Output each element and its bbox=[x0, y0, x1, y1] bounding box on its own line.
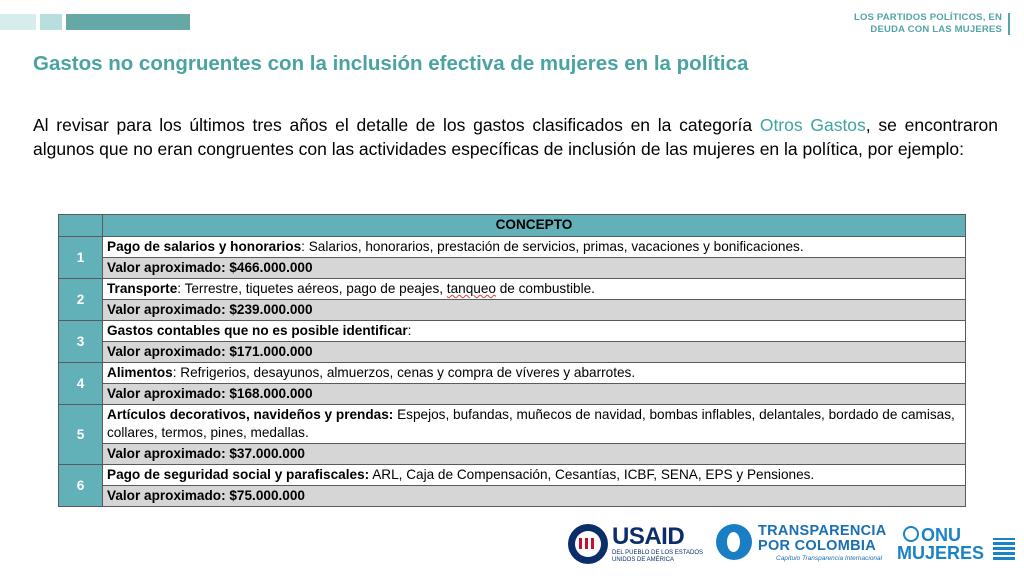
concept-detail: : Refrigerios, desayunos, almuerzos, cenas y compra de víveres y abarrotes. bbox=[172, 365, 636, 380]
concept-cell bbox=[103, 363, 966, 384]
usaid-wordmark: USAID bbox=[612, 523, 685, 550]
concept-title: Pago de seguridad social y parafiscales: bbox=[107, 467, 370, 482]
intro-highlight: Otros Gastos bbox=[759, 115, 866, 135]
value-row bbox=[59, 258, 966, 279]
table-row bbox=[59, 465, 966, 486]
row-number: 3 bbox=[59, 321, 103, 363]
concept-title: Pago de salarios y honorarios bbox=[107, 239, 302, 254]
footer-logos bbox=[0, 522, 1024, 576]
tagline-line-2: DEUDA CON LAS MUJERES bbox=[870, 24, 1002, 35]
header-blank-cell bbox=[59, 215, 103, 237]
value-row bbox=[59, 342, 966, 363]
decorative-top-bar bbox=[0, 14, 190, 30]
transparencia-line-1: TRANSPARENCIA bbox=[758, 523, 887, 539]
table-row bbox=[59, 363, 966, 384]
row-number: 4 bbox=[59, 363, 103, 405]
concept-cell bbox=[103, 321, 966, 342]
value-row bbox=[59, 300, 966, 321]
value-cell: Valor aproximado: $37.000.000 bbox=[103, 444, 966, 465]
value-row bbox=[59, 444, 966, 465]
expenses-table bbox=[58, 214, 966, 507]
concept-cell bbox=[103, 405, 966, 444]
row-number: 1 bbox=[59, 237, 103, 279]
value-cell: Valor aproximado: $171.000.000 bbox=[103, 342, 966, 363]
transparencia-figure-icon bbox=[716, 524, 752, 560]
un-globe-icon bbox=[903, 526, 919, 542]
top-bar-segment bbox=[40, 14, 62, 30]
concept-title: Transporte bbox=[107, 281, 178, 296]
concept-title: Artículos decorativos, navideños y prendas: bbox=[107, 407, 394, 422]
concept-detail: Espejos, bufandas, muñecos de navidad, bombas inflables, delantales, bordado de camisas, collares, termos, pines, medallas. bbox=[107, 407, 955, 440]
transparencia-logo bbox=[716, 524, 887, 563]
value-cell: Valor aproximado: $466.000.000 bbox=[103, 258, 966, 279]
concept-title: Gastos contables que no es posible identificar bbox=[107, 323, 408, 338]
value-cell: Valor aproximado: $75.000.000 bbox=[103, 486, 966, 507]
onu-mujeres-mark-icon bbox=[993, 538, 1015, 560]
concept-detail: ARL, Caja de Compensación, Cesantías, ICBF, SENA, EPS y Pensiones. bbox=[369, 467, 815, 482]
slide-title: Gastos no congruentes con la inclusión efectiva de mujeres en la política bbox=[33, 52, 749, 75]
row-number: 6 bbox=[59, 465, 103, 507]
concept-title: Alimentos bbox=[107, 365, 173, 380]
intro-text: Al revisar para los últimos tres años el detalle de los gastos clasificados en la categoría bbox=[33, 115, 760, 135]
onu-line-2: MUJERES bbox=[897, 543, 985, 563]
value-cell: Valor aproximado: $239.000.000 bbox=[103, 300, 966, 321]
top-bar-segment bbox=[66, 14, 190, 30]
tagline-line-1: LOS PARTIDOS POLÍTICOS, EN bbox=[853, 12, 1002, 23]
value-cell: Valor aproximado: $168.000.000 bbox=[103, 384, 966, 405]
intro-text-end: , se encontraron algunos que no eran congruentes con las actividades específicas de inclusión de las mujeres en la política, por ejemplo: bbox=[33, 115, 999, 159]
spellcheck-word: tanqueo bbox=[446, 281, 496, 296]
concept-detail: : Terrestre, tiquetes aéreos, pago de peajes, bbox=[177, 281, 447, 296]
usaid-logo bbox=[568, 524, 708, 564]
concept-detail: : bbox=[407, 323, 412, 338]
header-concepto: CONCEPTO bbox=[103, 215, 966, 237]
row-number: 2 bbox=[59, 279, 103, 321]
concept-detail: : Salarios, honorarios, prestación de servicios, primas, vacaciones y bonificaciones. bbox=[301, 239, 804, 254]
value-row bbox=[59, 384, 966, 405]
row-number: 5 bbox=[59, 405, 103, 465]
table-row bbox=[59, 321, 966, 342]
table-row bbox=[59, 405, 966, 444]
top-bar-segment bbox=[0, 14, 36, 30]
onu-line-1: ONU bbox=[921, 525, 961, 545]
slide-tagline bbox=[854, 12, 1002, 36]
table-row bbox=[59, 237, 966, 258]
concept-cell bbox=[103, 279, 966, 300]
usaid-seal-icon bbox=[568, 524, 608, 564]
transparencia-line-2: POR COLOMBIA bbox=[758, 538, 876, 554]
tagline-divider bbox=[1008, 13, 1010, 35]
intro-paragraph bbox=[33, 113, 998, 161]
table-header-row bbox=[59, 215, 966, 237]
usaid-subtitle: DEL PUEBLO DE LOS ESTADOS UNIDOS DE AMÉRICA bbox=[612, 550, 704, 563]
concept-cell bbox=[103, 237, 966, 258]
table-row bbox=[59, 279, 966, 300]
concept-detail-end: de combustible. bbox=[495, 281, 595, 296]
value-row bbox=[59, 486, 966, 507]
onu-mujeres-logo bbox=[897, 526, 984, 563]
transparencia-subtitle: Capítulo Transparencia Internacional bbox=[776, 555, 883, 562]
concept-cell bbox=[103, 465, 966, 486]
